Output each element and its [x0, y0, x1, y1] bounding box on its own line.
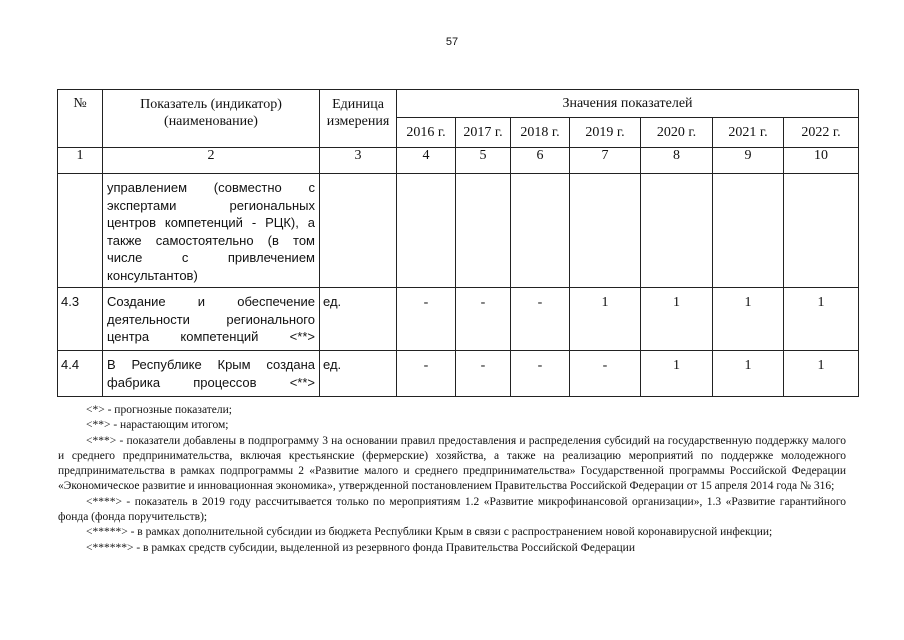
header-row	[58, 90, 859, 118]
row-value: 1	[641, 288, 713, 351]
footnote: <*> - прогнозные показатели;	[86, 404, 232, 416]
row-value: -	[397, 288, 456, 351]
column-number: 3	[320, 148, 397, 174]
column-number: 1	[58, 148, 103, 174]
table-row	[58, 351, 859, 397]
row-num: 4.4	[58, 351, 103, 397]
column-number: 5	[456, 148, 511, 174]
column-numbers-row	[58, 148, 859, 174]
footnote: <***> - показатели добавлены в подпрограмму 3 на основании правил предоставления и распределения субсидий на государственную поддержку малого и среднего предпринимательства, включая крестьянские (фермерские) хозяйства, а также на реализацию мероприятий по поддержке молодежного предпринимательства в рамках подпрограммы 2 «Развитие малого и среднего предпринимательства» Государственной программы Российской Федерации «Экономическое развитие и инновационная экономика», утвержденной постановлением Правительства Российской Федерации от 15 апреля 2014 года № 316;	[58, 434, 846, 493]
column-number: 7	[570, 148, 641, 174]
row-value: -	[456, 351, 511, 397]
row-value	[456, 174, 511, 288]
header-values: Значения показателей	[397, 90, 859, 118]
row-value: -	[511, 351, 570, 397]
row-unit	[320, 174, 397, 288]
row-value: -	[511, 288, 570, 351]
header-num: №	[58, 90, 103, 148]
row-value: 1	[570, 288, 641, 351]
header-year: 2020 г.	[641, 118, 713, 148]
page-number: 57	[445, 36, 459, 48]
row-value: 1	[713, 288, 784, 351]
row-value	[397, 174, 456, 288]
row-unit: ед.	[320, 288, 397, 351]
row-value	[570, 174, 641, 288]
row-value: 1	[713, 351, 784, 397]
row-value: -	[397, 351, 456, 397]
row-value: -	[570, 351, 641, 397]
row-indicator-name: управлением (совместно с экспертами региональных центров компетенций - РЦК), а также самостоятельно (в том числе с привлечением консультантов)	[103, 174, 320, 288]
row-value: 1	[784, 351, 859, 397]
column-number: 8	[641, 148, 713, 174]
row-indicator-name: В Республике Крым создана фабрика процессов <**>	[103, 351, 320, 397]
column-number: 9	[713, 148, 784, 174]
footnotes	[58, 403, 846, 556]
header-year: 2022 г.	[784, 118, 859, 148]
row-value	[511, 174, 570, 288]
column-number: 2	[103, 148, 320, 174]
header-unit: Единица измерения	[320, 90, 397, 148]
footnote: <****> - показатель в 2019 году рассчитывается только по мероприятиям 1.2 «Развитие микрофинансовой организации», 1.3 «Развитие гарантийного фонда (фонда поручительств);	[58, 495, 846, 524]
footnote: <**> - нарастающим итогом;	[86, 419, 229, 432]
header-indicator-name: Показатель (индикатор) (наименование)	[103, 90, 320, 148]
row-value	[641, 174, 713, 288]
table-row	[58, 174, 859, 288]
header-year: 2021 г.	[713, 118, 784, 148]
row-num	[58, 174, 103, 288]
column-number: 10	[784, 148, 859, 174]
header-year: 2017 г.	[456, 118, 511, 148]
header-year: 2019 г.	[570, 118, 641, 148]
column-number: 4	[397, 148, 456, 174]
table-row	[58, 288, 859, 351]
row-indicator-name: Создание и обеспечение деятельности регионального центра компетенций <**>	[103, 288, 320, 351]
row-value	[784, 174, 859, 288]
row-unit: ед.	[320, 351, 397, 397]
row-value: 1	[641, 351, 713, 397]
indicators-table	[57, 89, 859, 397]
row-value: 1	[784, 288, 859, 351]
header-year: 2016 г.	[397, 118, 456, 148]
header-year: 2018 г.	[511, 118, 570, 148]
footnote: <******> - в рамках средств субсидии, выделенной из резервного фонда Правительства Российской Федерации	[86, 541, 635, 554]
footnote: <*****> - в рамках дополнительной субсидии из бюджета Республики Крым в связи с распространением новой коронавирусной инфекции;	[86, 526, 773, 539]
row-value: -	[456, 288, 511, 351]
row-value	[713, 174, 784, 288]
row-num: 4.3	[58, 288, 103, 351]
column-number: 6	[511, 148, 570, 174]
